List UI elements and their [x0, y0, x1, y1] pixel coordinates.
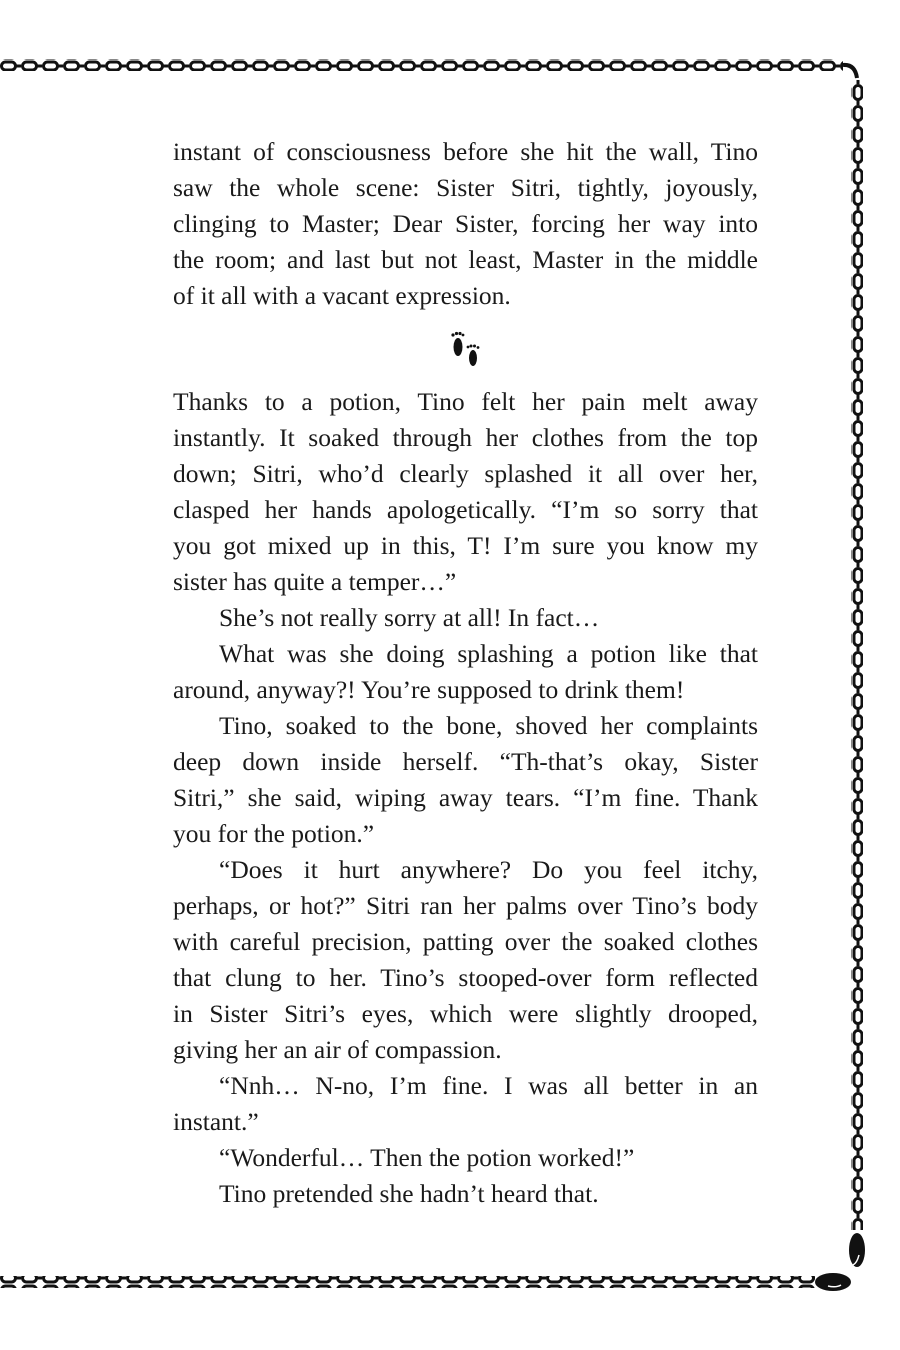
text-line: Tino, soaked to the bone, shoved her complaints [219, 711, 758, 740]
text-line: Sitri,” she said, wiping away tears. “I’m fine. Thank [173, 783, 758, 812]
text-line: instant of consciousness before she hit the wall, Tino [173, 137, 758, 166]
text-line: you for the potion.” [173, 819, 375, 848]
text-line: sister has quite a temper…” [173, 567, 457, 596]
text-line: “Nnh… N-no, I’m fine. I was all better in an [219, 1071, 758, 1100]
text-line: deep down inside herself. “Th-that’s okay, Sister [173, 747, 758, 776]
paragraph [173, 708, 758, 852]
paragraph [173, 1068, 758, 1140]
paragraph [173, 636, 758, 708]
footprints-icon [173, 314, 758, 384]
paragraph [173, 134, 758, 314]
text-line: instant.” [173, 1107, 259, 1136]
paragraph [173, 384, 758, 600]
text-line: Tino pretended she hadn’t heard that. [219, 1179, 599, 1208]
text-line: down; Sitri, who’d clearly splashed it all over her, [173, 459, 758, 488]
text-line: What was she doing splashing a potion like that [219, 639, 758, 668]
text-line: clasped her hands apologetically. “I’m so sorry that [173, 495, 758, 524]
paragraph [173, 1176, 758, 1212]
text-line: instantly. It soaked through her clothes from the top [173, 423, 758, 452]
text-line: that clung to her. Tino’s stooped-over form reflected [173, 963, 758, 992]
text-line: “Does it hurt anywhere? Do you feel itchy, [219, 855, 758, 884]
text-line: with careful precision, patting over the soaked clothes [173, 927, 758, 956]
text-line: around, anyway?! You’re supposed to drink them! [173, 675, 685, 704]
paragraph [173, 600, 758, 636]
text-line: the room; and last but not least, Master in the middle [173, 245, 758, 274]
text-line: giving her an air of compassion. [173, 1035, 502, 1064]
text-line: you got mixed up in this, T! I’m sure you know my [173, 531, 758, 560]
text-line: “Wonderful… Then the potion worked!” [219, 1143, 635, 1172]
text-line: She’s not really sorry at all! In fact… [219, 603, 600, 632]
text-line: in Sister Sitri’s eyes, which were slightly drooped, [173, 999, 758, 1028]
text-line: of it all with a vacant expression. [173, 281, 511, 310]
book-page-text [173, 134, 758, 1212]
paragraph [173, 1140, 758, 1176]
text-line: perhaps, or hot?” Sitri ran her palms over Tino’s body [173, 891, 758, 920]
text-line: clinging to Master; Dear Sister, forcing her way into [173, 209, 758, 238]
text-line: Thanks to a potion, Tino felt her pain melt away [173, 387, 758, 416]
paragraph [173, 852, 758, 1068]
text-line: saw the whole scene: Sister Sitri, tightly, joyously, [173, 173, 758, 202]
